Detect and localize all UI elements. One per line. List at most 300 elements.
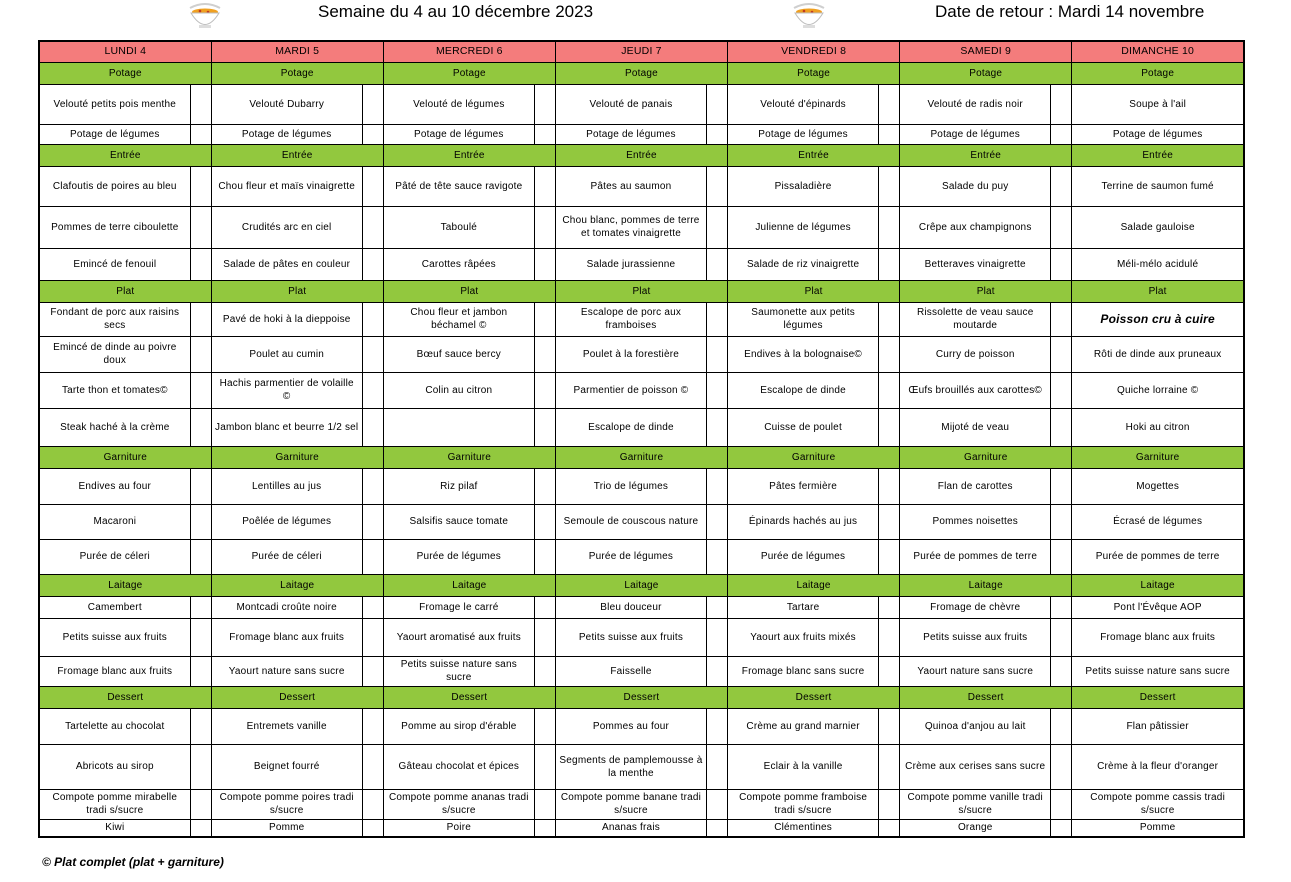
empty-cell — [1051, 618, 1072, 656]
category-header: Garniture — [900, 446, 1072, 468]
dish-cell: Tarte thon et tomates© — [39, 372, 190, 408]
menu-row — [39, 468, 1244, 504]
dish-cell: Velouté Dubarry — [211, 84, 362, 124]
empty-cell — [879, 124, 900, 144]
category-header-row — [39, 62, 1244, 84]
dish-cell: Eclair à la vanille — [728, 744, 879, 789]
category-header: Potage — [383, 62, 555, 84]
empty-cell — [362, 504, 383, 539]
dish-cell: Abricots au sirop — [39, 744, 190, 789]
empty-cell — [1051, 372, 1072, 408]
dish-cell: Taboulé — [383, 206, 534, 248]
category-header: Potage — [728, 62, 900, 84]
day-header: VENDREDI 8 — [728, 41, 900, 62]
category-header: Entrée — [900, 144, 1072, 166]
empty-cell — [362, 124, 383, 144]
dish-cell: Pont l'Évêque AOP — [1072, 596, 1244, 618]
category-header: Dessert — [211, 686, 383, 708]
dish-cell: Rissolette de veau sauce moutarde — [900, 302, 1051, 336]
empty-cell — [362, 302, 383, 336]
empty-cell — [534, 124, 555, 144]
dish-cell: Yaourt nature sans sucre — [211, 656, 362, 686]
empty-cell — [534, 206, 555, 248]
menu-title: Semaine du 4 au 10 décembre 2023 — [318, 2, 594, 21]
dish-cell: Purée de pommes de terre — [1072, 539, 1244, 574]
category-header: Laitage — [1072, 574, 1244, 596]
empty-cell — [190, 124, 211, 144]
empty-cell — [362, 206, 383, 248]
dish-cell: Bœuf sauce bercy — [383, 336, 534, 372]
empty-cell — [879, 166, 900, 206]
dish-cell: Flan de carottes — [900, 468, 1051, 504]
empty-cell — [1051, 336, 1072, 372]
footnote: © Plat complet (plat + garniture) — [42, 855, 224, 869]
category-header: Entrée — [1072, 144, 1244, 166]
dish-cell: Pissaladière — [728, 166, 879, 206]
dish-cell: Crème aux cerises sans sucre — [900, 744, 1051, 789]
dish-cell: Cuisse de poulet — [728, 408, 879, 446]
dish-cell: Betteraves vinaigrette — [900, 248, 1051, 280]
empty-cell — [190, 248, 211, 280]
dish-cell: Chou fleur et jambon béchamel © — [383, 302, 534, 336]
dish-cell: Riz pilaf — [383, 468, 534, 504]
dish-cell: Clafoutis de poires au bleu — [39, 166, 190, 206]
empty-cell — [362, 789, 383, 819]
category-header: Laitage — [555, 574, 727, 596]
dish-cell: Pomme — [1072, 819, 1244, 837]
category-header: Garniture — [555, 446, 727, 468]
category-header: Potage — [211, 62, 383, 84]
dish-cell: Jambon blanc et beurre 1/2 sel — [211, 408, 362, 446]
empty-cell — [1051, 408, 1072, 446]
empty-cell — [190, 539, 211, 574]
menu-row — [39, 408, 1244, 446]
dish-cell: Quinoa d'anjou au lait — [900, 708, 1051, 744]
empty-cell — [1051, 789, 1072, 819]
day-header-row — [39, 41, 1244, 62]
soup-bowl-icon — [186, 0, 224, 30]
dish-cell: Fromage blanc sans sucre — [728, 656, 879, 686]
empty-cell — [362, 408, 383, 446]
dish-cell: Potage de légumes — [728, 124, 879, 144]
empty-cell — [362, 708, 383, 744]
menu-row — [39, 819, 1244, 837]
dish-cell: Pâtes au saumon — [555, 166, 706, 206]
dish-cell: Macaroni — [39, 504, 190, 539]
empty-cell — [190, 372, 211, 408]
dish-cell: Clémentines — [728, 819, 879, 837]
dish-cell: Poire — [383, 819, 534, 837]
empty-cell — [534, 596, 555, 618]
dish-cell: Fromage de chèvre — [900, 596, 1051, 618]
empty-cell — [1051, 248, 1072, 280]
dish-cell: Écrasé de légumes — [1072, 504, 1244, 539]
category-header: Potage — [900, 62, 1072, 84]
dish-cell: Fromage blanc aux fruits — [39, 656, 190, 686]
empty-cell — [190, 408, 211, 446]
dish-cell: Salade du puy — [900, 166, 1051, 206]
dish-cell: Pomme — [211, 819, 362, 837]
dish-cell: Hoki au citron — [1072, 408, 1244, 446]
dish-cell: Trio de légumes — [555, 468, 706, 504]
category-header: Garniture — [39, 446, 211, 468]
menu-row — [39, 166, 1244, 206]
category-header: Plat — [383, 280, 555, 302]
empty-cell — [879, 789, 900, 819]
empty-cell — [707, 744, 728, 789]
empty-cell — [879, 819, 900, 837]
dish-cell: Yaourt nature sans sucre — [900, 656, 1051, 686]
category-header: Entrée — [211, 144, 383, 166]
empty-cell — [534, 539, 555, 574]
dish-cell: Gâteau chocolat et épices — [383, 744, 534, 789]
dish-cell: Salade de pâtes en couleur — [211, 248, 362, 280]
empty-cell — [190, 618, 211, 656]
menu-row — [39, 504, 1244, 539]
empty-cell — [190, 504, 211, 539]
dish-cell: Colin au citron — [383, 372, 534, 408]
dish-cell: Petits suisse nature sans sucre — [383, 656, 534, 686]
category-header: Laitage — [728, 574, 900, 596]
category-header: Plat — [555, 280, 727, 302]
empty-cell — [879, 744, 900, 789]
dish-cell: Compote pomme mirabelle tradi s/sucre — [39, 789, 190, 819]
dish-cell: Emincé de dinde au poivre doux — [39, 336, 190, 372]
empty-cell — [190, 596, 211, 618]
empty-cell — [362, 656, 383, 686]
empty-cell — [707, 372, 728, 408]
empty-cell — [190, 744, 211, 789]
dish-cell: Camembert — [39, 596, 190, 618]
category-header: Plat — [39, 280, 211, 302]
category-header: Entrée — [728, 144, 900, 166]
dish-cell: Compote pomme framboise tradi s/sucre — [728, 789, 879, 819]
empty-cell — [1051, 819, 1072, 837]
dish-cell: Pâtes fermière — [728, 468, 879, 504]
category-header: Dessert — [900, 686, 1072, 708]
soup-bowl-icon — [790, 0, 828, 30]
dish-cell: Petits suisse nature sans sucre — [1072, 656, 1244, 686]
empty-cell — [534, 618, 555, 656]
dish-cell: Purée de légumes — [728, 539, 879, 574]
empty-cell — [707, 206, 728, 248]
empty-cell — [879, 372, 900, 408]
dish-cell: Lentilles au jus — [211, 468, 362, 504]
empty-cell — [707, 656, 728, 686]
empty-cell — [190, 84, 211, 124]
empty-cell — [362, 248, 383, 280]
category-header-row — [39, 446, 1244, 468]
empty-cell — [1051, 124, 1072, 144]
dish-cell: Velouté de légumes — [383, 84, 534, 124]
menu-row — [39, 84, 1244, 124]
empty-cell — [1051, 504, 1072, 539]
empty-cell — [534, 408, 555, 446]
dish-cell: Tartare — [728, 596, 879, 618]
category-header: Laitage — [211, 574, 383, 596]
category-header: Plat — [1072, 280, 1244, 302]
menu-row — [39, 372, 1244, 408]
empty-cell — [1051, 596, 1072, 618]
empty-cell — [362, 336, 383, 372]
empty-cell — [707, 84, 728, 124]
dish-cell: Salade de riz vinaigrette — [728, 248, 879, 280]
empty-cell — [879, 468, 900, 504]
empty-cell — [190, 656, 211, 686]
empty-cell — [707, 596, 728, 618]
empty-cell — [879, 656, 900, 686]
dish-cell: Purée de céleri — [211, 539, 362, 574]
day-header: MERCREDI 6 — [383, 41, 555, 62]
dish-cell: Yaourt aux fruits mixés — [728, 618, 879, 656]
category-header: Garniture — [728, 446, 900, 468]
dish-cell: Escalope de porc aux framboises — [555, 302, 706, 336]
empty-cell — [707, 618, 728, 656]
dish-cell: Julienne de légumes — [728, 206, 879, 248]
empty-cell — [707, 248, 728, 280]
category-header: Plat — [211, 280, 383, 302]
dish-cell: Beignet fourré — [211, 744, 362, 789]
category-header: Dessert — [555, 686, 727, 708]
empty-cell — [879, 504, 900, 539]
day-header: MARDI 5 — [211, 41, 383, 62]
dish-cell: Chou blanc, pommes de terre et tomates vinaigrette — [555, 206, 706, 248]
dish-cell: Œufs brouillés aux carottes© — [900, 372, 1051, 408]
empty-cell — [534, 789, 555, 819]
dish-cell: Escalope de dinde — [555, 408, 706, 446]
dish-cell: Poisson cru à cuire — [1072, 302, 1244, 336]
dish-cell: Compote pomme poires tradi s/sucre — [211, 789, 362, 819]
dish-cell: Fromage blanc aux fruits — [1072, 618, 1244, 656]
dish-cell: Pavé de hoki à la dieppoise — [211, 302, 362, 336]
dish-cell: Crêpe aux champignons — [900, 206, 1051, 248]
dish-cell: Purée de céleri — [39, 539, 190, 574]
dish-cell: Potage de légumes — [900, 124, 1051, 144]
dish-cell: Petits suisse aux fruits — [555, 618, 706, 656]
category-header: Laitage — [383, 574, 555, 596]
empty-cell — [707, 789, 728, 819]
dish-cell: Compote pomme cassis tradi s/sucre — [1072, 789, 1244, 819]
dish-cell: Fromage le carré — [383, 596, 534, 618]
category-header: Dessert — [728, 686, 900, 708]
empty-cell — [879, 206, 900, 248]
dish-cell: Méli-mélo acidulé — [1072, 248, 1244, 280]
empty-cell — [707, 302, 728, 336]
empty-cell — [707, 166, 728, 206]
dish-cell: Escalope de dinde — [728, 372, 879, 408]
dish-cell: Compote pomme vanille tradi s/sucre — [900, 789, 1051, 819]
dish-cell: Fromage blanc aux fruits — [211, 618, 362, 656]
category-header: Garniture — [1072, 446, 1244, 468]
dish-cell: Mogettes — [1072, 468, 1244, 504]
category-header-row — [39, 144, 1244, 166]
empty-cell — [534, 744, 555, 789]
empty-cell — [1051, 708, 1072, 744]
empty-cell — [362, 596, 383, 618]
menu-row — [39, 596, 1244, 618]
dish-cell: Ananas frais — [555, 819, 706, 837]
dish-cell: Soupe à l'ail — [1072, 84, 1244, 124]
dish-cell: Entremets vanille — [211, 708, 362, 744]
category-header: Dessert — [39, 686, 211, 708]
empty-cell — [1051, 84, 1072, 124]
dish-cell: Tartelette au chocolat — [39, 708, 190, 744]
dish-cell: Pommes de terre ciboulette — [39, 206, 190, 248]
weekly-menu-table — [38, 40, 1245, 838]
day-header: SAMEDI 9 — [900, 41, 1072, 62]
empty-cell — [362, 468, 383, 504]
dish-cell: Parmentier de poisson © — [555, 372, 706, 408]
empty-cell — [190, 206, 211, 248]
dish-cell: Chou fleur et maïs vinaigrette — [211, 166, 362, 206]
category-header: Potage — [555, 62, 727, 84]
dish-cell: Salade jurassienne — [555, 248, 706, 280]
category-header: Laitage — [39, 574, 211, 596]
category-header: Entrée — [383, 144, 555, 166]
menu-row — [39, 708, 1244, 744]
dish-cell: Rôti de dinde aux pruneaux — [1072, 336, 1244, 372]
empty-cell — [534, 248, 555, 280]
category-header: Plat — [728, 280, 900, 302]
menu-row — [39, 618, 1244, 656]
dish-cell: Velouté de radis noir — [900, 84, 1051, 124]
empty-cell — [707, 819, 728, 837]
day-header: LUNDI 4 — [39, 41, 211, 62]
dish-cell: Mijoté de veau — [900, 408, 1051, 446]
dish-cell: Petits suisse aux fruits — [39, 618, 190, 656]
menu-row — [39, 336, 1244, 372]
dish-cell: Potage de légumes — [383, 124, 534, 144]
empty-cell — [1051, 206, 1072, 248]
dish-cell: Montcadi croûte noire — [211, 596, 362, 618]
dish-cell: Purée de légumes — [383, 539, 534, 574]
dish-cell: Segments de pamplemousse à la menthe — [555, 744, 706, 789]
dish-cell: Salade gauloise — [1072, 206, 1244, 248]
category-header: Potage — [1072, 62, 1244, 84]
empty-cell — [1051, 656, 1072, 686]
dish-cell: Flan pâtissier — [1072, 708, 1244, 744]
dish-cell — [383, 408, 534, 446]
dish-cell: Compote pomme ananas tradi s/sucre — [383, 789, 534, 819]
category-header-row — [39, 574, 1244, 596]
dish-cell: Hachis parmentier de volaille © — [211, 372, 362, 408]
dish-cell: Pommes au four — [555, 708, 706, 744]
empty-cell — [879, 708, 900, 744]
empty-cell — [534, 708, 555, 744]
category-header: Entrée — [555, 144, 727, 166]
empty-cell — [190, 819, 211, 837]
category-header: Laitage — [900, 574, 1072, 596]
dish-cell: Terrine de saumon fumé — [1072, 166, 1244, 206]
category-header: Plat — [900, 280, 1072, 302]
empty-cell — [879, 248, 900, 280]
category-header: Entrée — [39, 144, 211, 166]
empty-cell — [1051, 468, 1072, 504]
dish-cell: Endives à la bolognaise© — [728, 336, 879, 372]
empty-cell — [362, 618, 383, 656]
empty-cell — [534, 302, 555, 336]
empty-cell — [879, 408, 900, 446]
dish-cell: Orange — [900, 819, 1051, 837]
empty-cell — [362, 744, 383, 789]
empty-cell — [190, 708, 211, 744]
menu-row — [39, 539, 1244, 574]
menu-row — [39, 656, 1244, 686]
empty-cell — [879, 539, 900, 574]
dish-cell: Potage de légumes — [1072, 124, 1244, 144]
category-header-row — [39, 686, 1244, 708]
dish-cell: Petits suisse aux fruits — [900, 618, 1051, 656]
menu-row — [39, 744, 1244, 789]
empty-cell — [534, 166, 555, 206]
dish-cell: Crème au grand marnier — [728, 708, 879, 744]
empty-cell — [362, 372, 383, 408]
dish-cell: Kiwi — [39, 819, 190, 837]
dish-cell: Endives au four — [39, 468, 190, 504]
dish-cell: Poulet à la forestière — [555, 336, 706, 372]
menu-row — [39, 248, 1244, 280]
dish-cell: Potage de légumes — [39, 124, 190, 144]
dish-cell: Crudités arc en ciel — [211, 206, 362, 248]
dish-cell: Saumonette aux petits légumes — [728, 302, 879, 336]
empty-cell — [534, 819, 555, 837]
empty-cell — [534, 656, 555, 686]
empty-cell — [190, 468, 211, 504]
empty-cell — [879, 596, 900, 618]
dish-cell: Velouté de panais — [555, 84, 706, 124]
category-header: Garniture — [211, 446, 383, 468]
dish-cell: Purée de légumes — [555, 539, 706, 574]
dish-cell: Velouté d'épinards — [728, 84, 879, 124]
empty-cell — [707, 408, 728, 446]
dish-cell: Pommes noisettes — [900, 504, 1051, 539]
day-header: DIMANCHE 10 — [1072, 41, 1244, 62]
dish-cell: Velouté petits pois menthe — [39, 84, 190, 124]
dish-cell: Carottes râpées — [383, 248, 534, 280]
empty-cell — [879, 618, 900, 656]
empty-cell — [879, 302, 900, 336]
dish-cell: Épinards hachés au jus — [728, 504, 879, 539]
empty-cell — [707, 708, 728, 744]
day-header: JEUDI 7 — [555, 41, 727, 62]
empty-cell — [534, 372, 555, 408]
empty-cell — [534, 84, 555, 124]
empty-cell — [534, 504, 555, 539]
dish-cell: Faisselle — [555, 656, 706, 686]
empty-cell — [534, 468, 555, 504]
dish-cell: Purée de pommes de terre — [900, 539, 1051, 574]
dish-cell: Pomme au sirop d'érable — [383, 708, 534, 744]
empty-cell — [362, 84, 383, 124]
empty-cell — [707, 539, 728, 574]
empty-cell — [362, 166, 383, 206]
return-date: Date de retour : Mardi 14 novembre — [935, 2, 1205, 21]
dish-cell: Steak haché à la crème — [39, 408, 190, 446]
dish-cell: Potage de légumes — [555, 124, 706, 144]
empty-cell — [1051, 744, 1072, 789]
category-header: Dessert — [1072, 686, 1244, 708]
empty-cell — [1051, 539, 1072, 574]
dish-cell: Poulet au cumin — [211, 336, 362, 372]
empty-cell — [190, 302, 211, 336]
empty-cell — [1051, 302, 1072, 336]
dish-cell: Potage de légumes — [211, 124, 362, 144]
empty-cell — [190, 336, 211, 372]
dish-cell: Emincé de fenouil — [39, 248, 190, 280]
dish-cell: Yaourt aromatisé aux fruits — [383, 618, 534, 656]
category-header: Potage — [39, 62, 211, 84]
empty-cell — [362, 539, 383, 574]
